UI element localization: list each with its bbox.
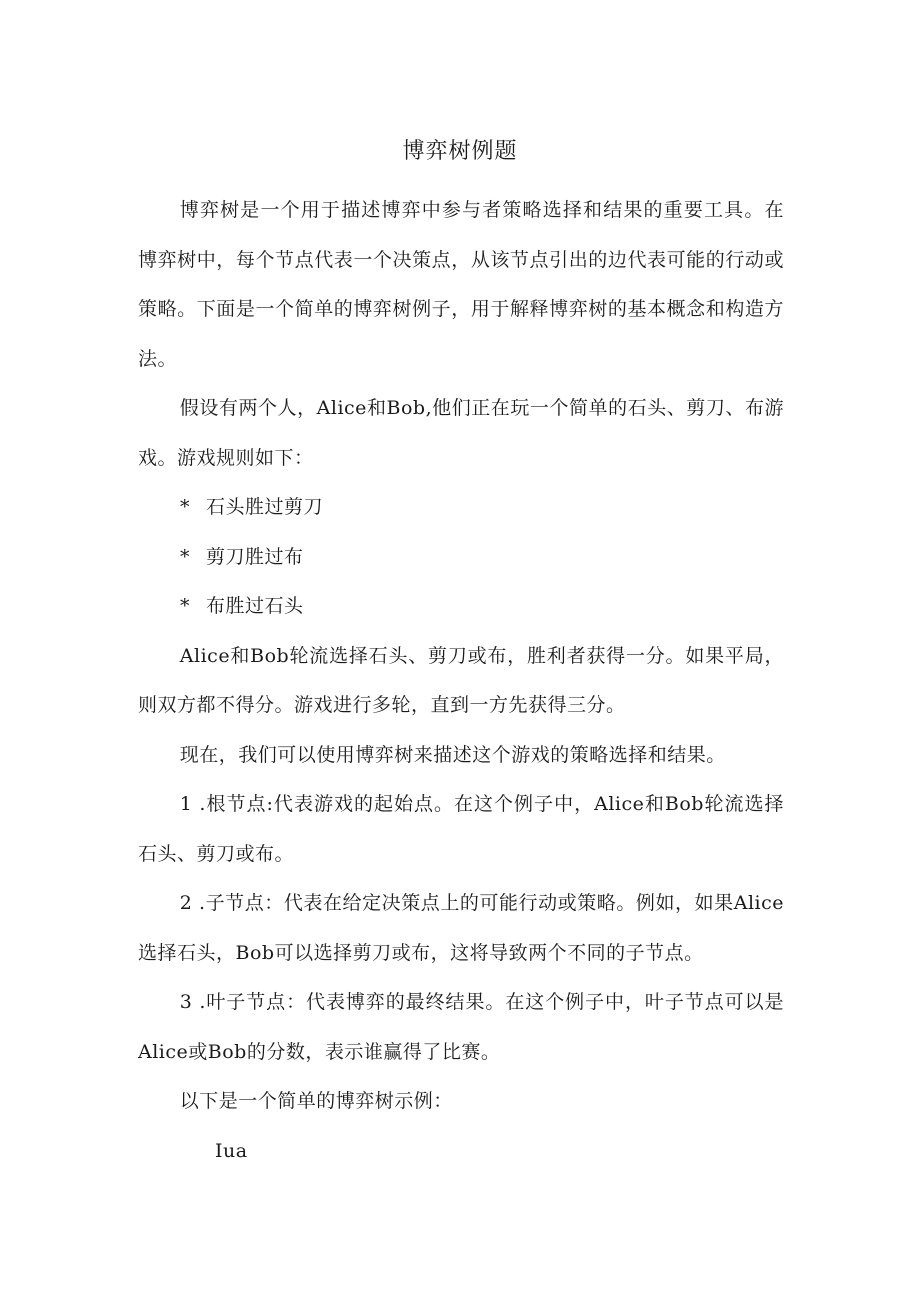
paragraph-leaf-node: 3 .叶子节点：代表博弈的最终结果。在这个例子中，叶子节点可以是Alice或Bob的分数，表示谁赢得了比赛。 (138, 991, 784, 1063)
bullet-mark: * (180, 545, 190, 568)
paragraph-scoring: Alice和Bob轮流选择石头、剪刀或布，胜利者获得一分。如果平局，则双方都不得分。游戏进行多轮，直到一方先获得三分。 (138, 644, 784, 716)
rule-list-item (138, 582, 784, 632)
document-body (138, 186, 784, 1176)
bullet-mark: * (180, 595, 190, 617)
paragraph-child-node: 2 .子节点：代表在给定决策点上的可能行动或策略。例如，如果Alice选择石头，Bob可以选择剪刀或布，这将导致两个不同的子节点。 (138, 892, 784, 964)
paragraph-root-node: 1 .根节点:代表游戏的起始点。在这个例子中，Alice和Bob轮流选择石头、剪刀或布。 (138, 793, 784, 865)
paragraph-intro: 博弈树是一个用于描述博弈中参与者策略选择和结果的重要工具。在博弈树中，每个节点代表一个决策点，从该节点引出的边代表可能的行动或策略。下面是一个简单的博弈树例子，用于解释博弈树的基本概念和构造方法。 (138, 199, 784, 370)
rule-text: 布胜过石头 (206, 595, 304, 617)
paragraph-example-intro: 以下是一个简单的博弈树示例： (179, 1090, 453, 1112)
paragraph-now: 现在，我们可以使用博弈树来描述这个游戏的策略选择和结果。 (179, 743, 726, 766)
rule-text: 石头胜过剪刀 (206, 496, 324, 518)
paragraph-setup: 假设有两个人，Alice和Bob,他们正在玩一个简单的石头、剪刀、布游戏。游戏规则如下： (138, 397, 784, 469)
rule-list-item (138, 483, 784, 533)
bullet-mark: * (180, 496, 190, 518)
page-title: 博弈树例题 (402, 139, 518, 164)
rule-text: 剪刀胜过布 (206, 545, 304, 568)
trailing-text: Iua (215, 1139, 248, 1162)
rule-list-item (138, 533, 784, 583)
